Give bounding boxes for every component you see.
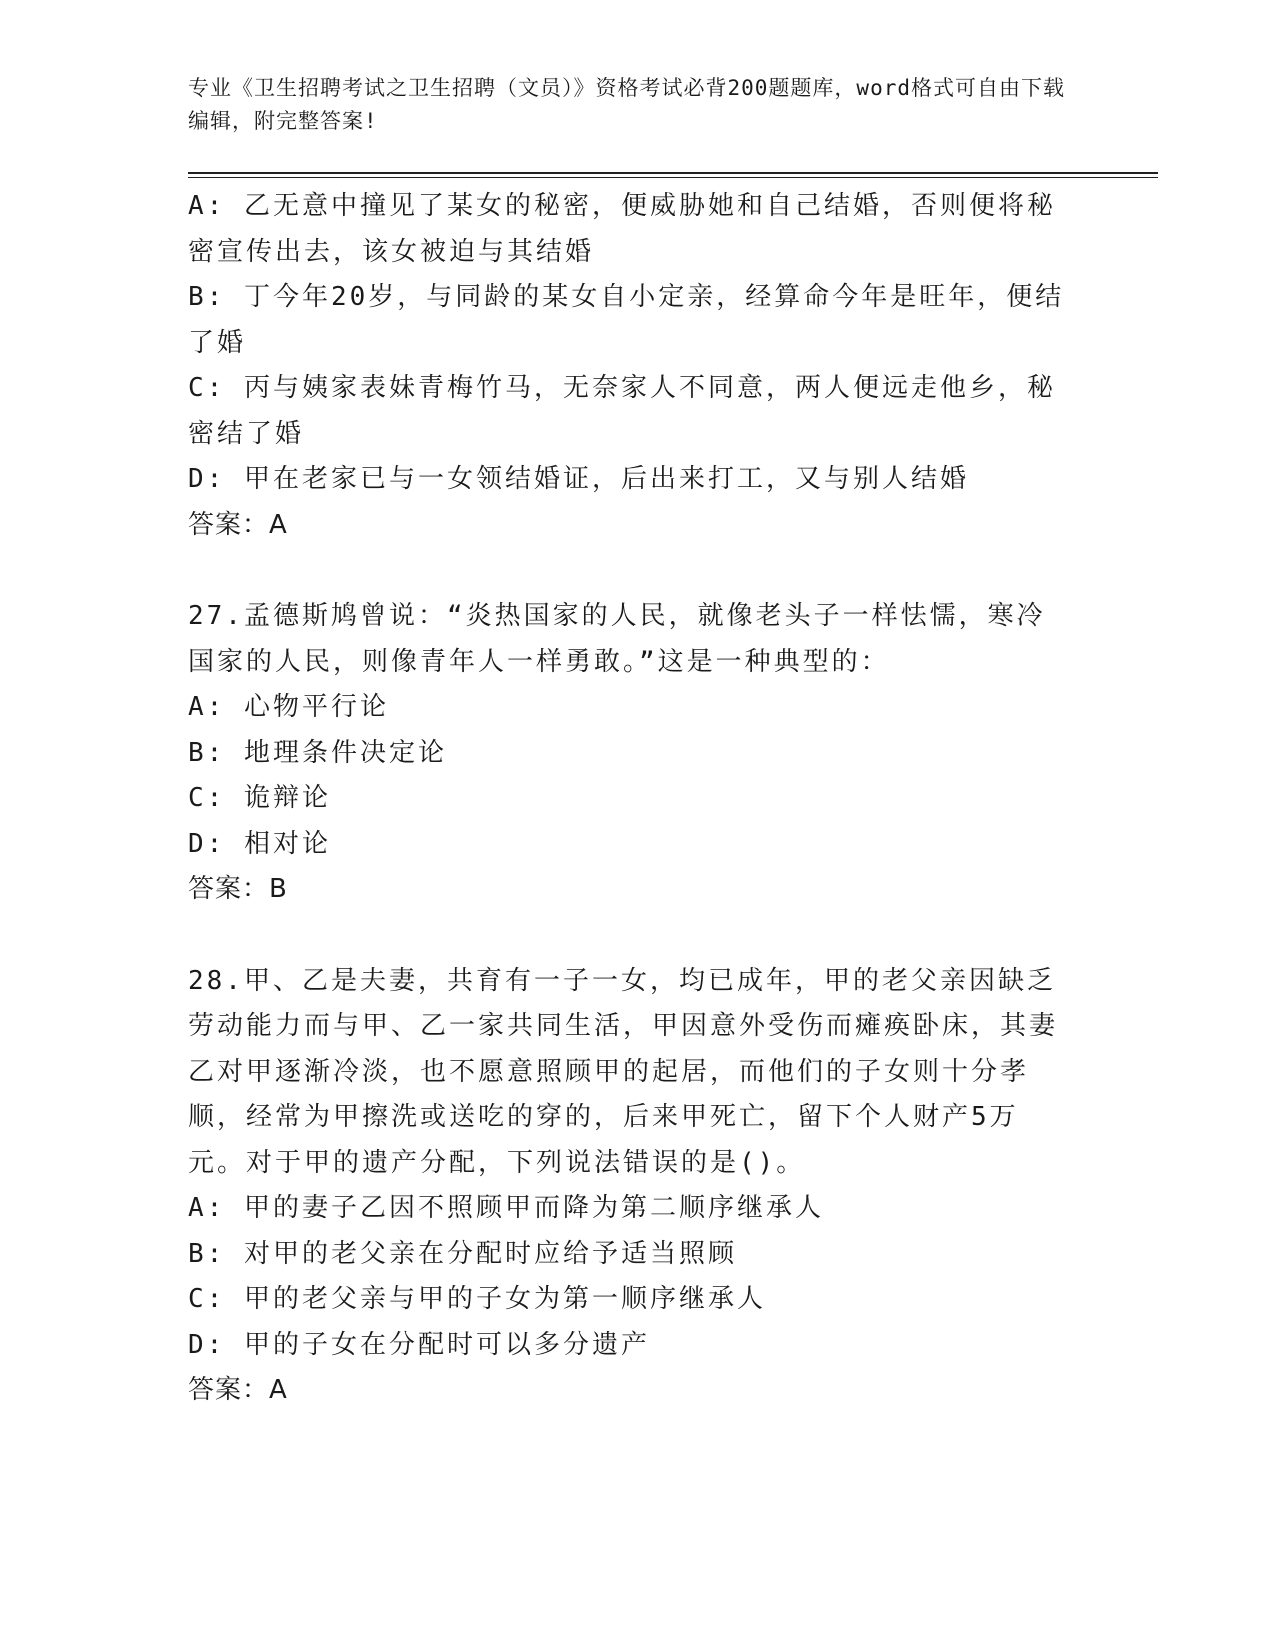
question-spacer	[188, 913, 1068, 959]
option-d: D: 相对论	[188, 828, 331, 859]
answer-label: 答案：A	[188, 1375, 288, 1405]
option-b: B: 地理条件决定论	[188, 737, 447, 768]
option-c: C: 诡辩论	[188, 783, 331, 813]
option-a: A: 乙无意中撞见了某女的秘密，便威胁她和自己结婚，否则便将秘密宣传出去，该女被迫与其结婚	[188, 191, 1056, 267]
option-b: B: 对甲的老父亲在分配时应给予适当照顾	[188, 1238, 737, 1269]
question-block-27	[188, 594, 1068, 913]
answer-label: 答案：B	[188, 874, 288, 904]
option-a: A: 心物平行论	[188, 692, 389, 722]
header-divider	[188, 172, 1158, 178]
option-d: D: 甲在老家已与一女领结婚证，后出来打工，又与别人结婚	[188, 464, 969, 494]
question-stem: 27.孟德斯鸠曾说：“炎热国家的人民，就像老头子一样怯懦，寒冷国家的人民，则像青年人一样勇敢。”这是一种典型的：	[188, 601, 1046, 677]
option-c: C: 丙与姨家表妹青梅竹马，无奈家人不同意，两人便远走他乡，秘密结了婚	[188, 373, 1056, 449]
option-a: A: 甲的妻子乙因不照顾甲而降为第二顺序继承人	[188, 1193, 824, 1223]
question-block-28	[188, 959, 1068, 1414]
question-stem: 28.甲、乙是夫妻，共育有一子一女，均已成年，甲的老父亲因缺乏劳动能力而与甲、乙一家共同生活，甲因意外受伤而瘫痪卧床，其妻乙对甲逐渐冷淡，也不愿意照顾甲的起居，而他们的子女则十分孝顺，经常为甲擦洗或送吃的穿的，后来甲死亡，留下个人财产5万元。对于甲的遗产分配，下列说法错误的是()。	[188, 965, 1059, 1178]
document-page	[188, 0, 1158, 1414]
option-d: D: 甲的子女在分配时可以多分遗产	[188, 1329, 650, 1360]
answer-label: 答案：A	[188, 509, 288, 540]
option-c: C: 甲的老父亲与甲的子女为第一顺序继承人	[188, 1284, 766, 1314]
option-b: B: 丁今年20岁，与同龄的某女自小定亲，经算命今年是旺年，便结了婚	[188, 282, 1065, 358]
document-header-title: 专业《卫生招聘考试之卫生招聘（文员）》资格考试必背200题题库，word格式可自由下载编辑，附完整答案!	[188, 76, 1065, 133]
question-list	[188, 184, 1068, 1414]
question-spacer	[188, 548, 1068, 594]
question-block-26	[188, 184, 1068, 548]
